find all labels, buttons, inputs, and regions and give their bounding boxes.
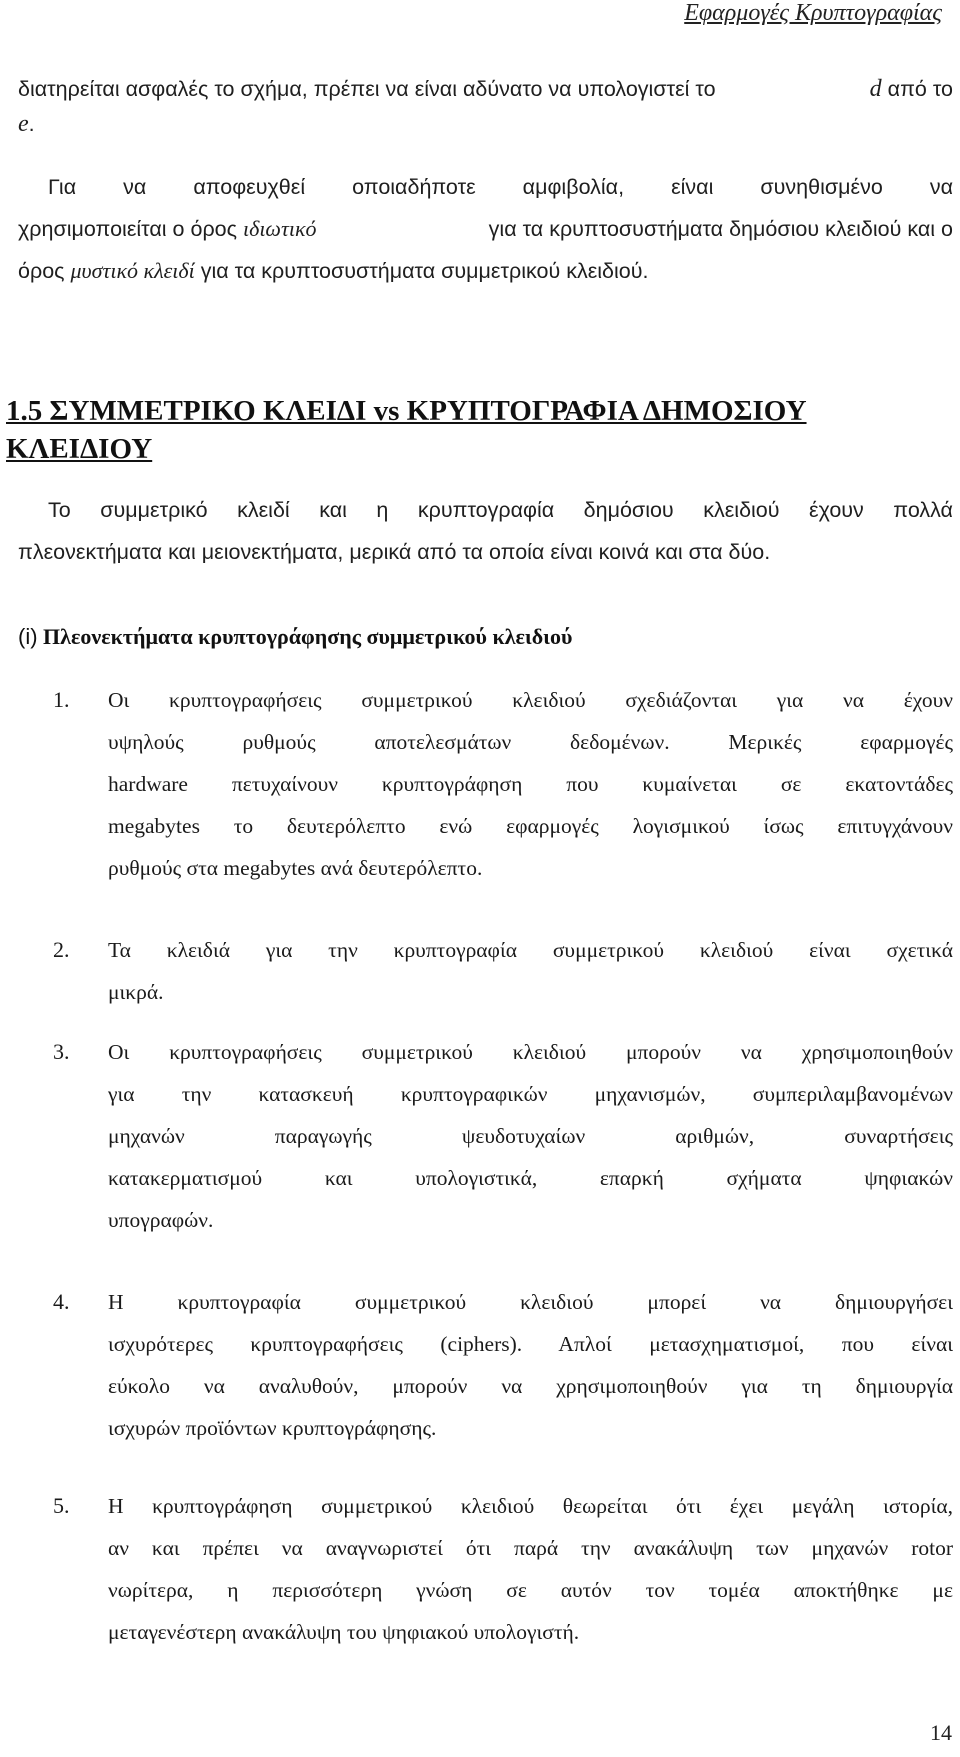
section-heading [6, 392, 946, 468]
terminology-line-3 [18, 250, 953, 292]
terminology-text: για τα κρυπτοσυστήματα δημόσιου κλειδιού και ο [488, 217, 953, 241]
list-item-line: υψηλούς ρυθμούς αποτελεσμάτων δεδομένων. Μερικές εφαρμογές [108, 730, 953, 754]
list-item-line: εύκολο να αναλυθούν, μπορούν να χρησιμοποιηθούν για τη δημιουργία [108, 1374, 953, 1398]
list-item-line: μεταγενέστερη ανακάλυψη του ψηφιακού υπολογιστή. [108, 1620, 580, 1644]
list-item-line: Οι κρυπτογραφήσεις συμμετρικού κλειδιού σχεδιάζονται για να έχουν [108, 688, 953, 712]
list-item-line: Η κρυπτογράφηση συμμετρικού κλειδιού θεωρείται ότι έχει μεγάλη ιστορία, [108, 1494, 953, 1518]
list-item-line: ισχυρότερες κρυπτογραφήσεις (ciphers). Απλοί μετασχηματισμοί, που είναι [108, 1332, 953, 1356]
list-item-line: μικρά. [108, 980, 164, 1004]
italic-term-secret-key: μυστικό κλειδί [70, 258, 195, 283]
intro-tail: από το [887, 77, 953, 101]
list-item-body [108, 1281, 953, 1449]
section-heading-line-1: 1.5 ΣΥΜΜΕΤΡΙΚΟ ΚΛΕΙΔΙ vs ΚΡΥΠΤΟΓΡΑΦΙΑ ΔΗΜΟΣΙΟΥ [6, 395, 807, 427]
section-intro-line-2: πλεονεκτήματα και μειονεκτήματα, μερικά από τα οποία είναι κοινά και στα δύο. [18, 540, 771, 564]
intro-text: διατηρείται ασφαλές το σχήμα, πρέπει να είναι αδύνατο να υπολογιστεί το [18, 77, 716, 101]
intro-paragraph [18, 68, 953, 138]
list-item-line: ισχυρών προϊόντων κρυπτογράφησης. [108, 1416, 437, 1440]
list-item-line: Η κρυπτογραφία συμμετρικού κλειδιού μπορεί να δημιουργήσει [108, 1290, 953, 1314]
list-item-line: αν και πρέπει να αναγνωριστεί ότι παρά την ανακάλυψη των μηχανών rotor [108, 1536, 953, 1560]
list-item-body [108, 1485, 953, 1653]
list-item-number: 5. [53, 1493, 70, 1518]
list-item-line: ρυθμούς στα megabytes ανά δευτερόλεπτο. [108, 856, 483, 880]
list-item-line: μηχανών παραγωγής ψευδοτυχαίων αριθμών, συναρτήσεις [108, 1124, 953, 1148]
subsection-heading [18, 624, 572, 650]
italic-term-private: ιδιωτικό [242, 216, 317, 241]
list-item-number: 3. [53, 1039, 70, 1064]
terminology-paragraph [18, 166, 953, 292]
list-item-number: 2. [53, 937, 70, 962]
section-intro-paragraph [18, 489, 953, 573]
list-item-line: για την κατασκευή κρυπτογραφικών μηχανισμών, συμπεριλαμβανομένων [108, 1082, 953, 1106]
list-item-line: υπογραφών. [108, 1208, 214, 1232]
page-number: 14 [930, 1720, 952, 1745]
terminology-text: για τα κρυπτοσυστήματα συμμετρικού κλειδιού. [200, 259, 649, 283]
list-item-line: hardware πετυχαίνουν κρυπτογράφηση που κυμαίνεται σε εκατοντάδες [108, 772, 953, 796]
terminology-text: χρησιμοποιείται ο όρος [18, 217, 237, 241]
intro-line-2 [18, 110, 953, 138]
list-item-line: νωρίτερα, η περισσότερη γνώση σε αυτόν τον τομέα αποκτήθηκε με [108, 1578, 953, 1602]
list-item-line: Οι κρυπτογραφήσεις συμμετρικού κλειδιού μπορούν να χρησιμοποιηθούν [108, 1040, 953, 1064]
terminology-line-1: Για να αποφευχθεί οποιαδήποτε αμφιβολία, είναι συνηθισμένο να [48, 175, 953, 199]
intro-line2-tail: . [28, 112, 35, 136]
variable-e: e [18, 111, 29, 137]
section-heading-line-2: ΚΛΕΙΔΙΟΥ [6, 433, 153, 465]
section-intro-line-1: Το συμμετρικό κλειδί και η κρυπτογραφία δημόσιου κλειδιού έχουν πολλά [48, 498, 953, 522]
running-header: Εφαρμογές Κρυπτογραφίας [684, 0, 942, 26]
list-item-line: κατακερματισμού και υπολογιστικά, επαρκή σχήματα ψηφιακών [108, 1166, 953, 1190]
intro-line-1 [18, 68, 953, 110]
subsection-title: Πλεονεκτήματα κρυπτογράφησης συμμετρικού κλειδιού [43, 624, 573, 649]
list-item-line: megabytes το δευτερόλεπτο ενώ εφαρμογές λογισμικού ίσως επιτυγχάνουν [108, 814, 953, 838]
variable-d: d [869, 76, 882, 102]
list-item-number: 4. [53, 1289, 70, 1314]
list-item-body [108, 679, 953, 889]
terminology-line-2 [18, 208, 953, 250]
list-item-number: 1. [53, 687, 70, 712]
list-item-line: Τα κλειδιά για την κρυπτογραφία συμμετρικού κλειδιού είναι σχετικά [108, 938, 953, 962]
terminology-text: όρος [18, 259, 65, 283]
subsection-marker: (i) [18, 624, 38, 649]
list-item-body [108, 929, 953, 1013]
list-item-body [108, 1031, 953, 1241]
